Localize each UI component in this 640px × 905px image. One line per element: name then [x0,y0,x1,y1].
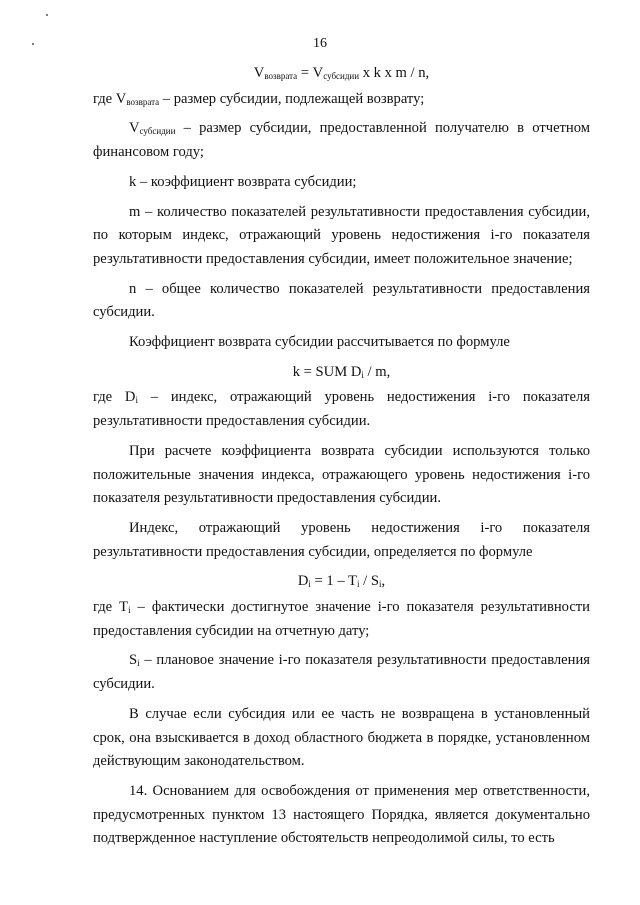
definition-n: n – общее количество показателей результативности предоставления субсидии. [93,280,590,321]
definition-v-subsidy: $V_{субсидии}$ – размер субсидии, предоставленной получателю в отчетном финансовом году; [93,120,590,161]
formula-subsidy-return: $V_{возврата} = V_{субсидии}$ x k x m / n, [253,65,430,81]
paragraph-positive-values: При расчете коэффициента возврата субсидии используются только положительные значения индекса, отражающего уровень недостижения i-го показателя результативности предоставления субсидии. [93,442,590,507]
scan-speck [46,14,48,16]
paragraph-14: 14. Основанием для освобождения от применения мер ответственности, предусмотренных пунктом 13 настоящего Порядка, является документально подтвержденное наступление обстоятельств непреодолимой силы, то есть [93,782,590,847]
coefficient-intro: Коэффициент возврата субсидии рассчитывается по формуле [129,334,510,351]
formula-coefficient: k = SUM $D_i$ / m, [292,363,391,380]
document-body [93,62,590,857]
definition-si: $S_i$ – плановое значение i-го показателя результативности предоставления субсидии. [93,652,590,693]
definition-di: где $D_i$ – индекс, отражающий уровень недостижения i-го показателя результативности предоставления субсидии. [93,389,590,430]
paragraph-return-enforcement: В случае если субсидия или ее часть не возвращена в установленный срок, она взыскивается в доход областного бюджета в порядке, установленном действующим законодательством. [93,705,590,770]
formula-index: $D_i = 1 - T_i / S_i$, [297,573,386,590]
definition-k: k – коэффициент возврата субсидии; [129,173,357,190]
definition-ti: где $T_i$ – фактически достигнутое значение i-го показателя результативности предоставления субсидии на отчетную дату; [93,599,590,639]
definition-m: m – количество показателей результативности предоставления субсидии, по которым индекс, отражающий уровень недостижения i-го показателя результативности предоставления субсидии, имеет положительное значение; [93,203,590,267]
definition-v-return: где $V_{возврата}$ – размер субсидии, подлежащей возврату; [93,90,425,107]
index-intro: Индекс, отражающий уровень недостижения i-го показателя результативности предоставления субсидии, определяется по формуле [93,519,590,560]
page-number: 16 [313,36,327,51]
